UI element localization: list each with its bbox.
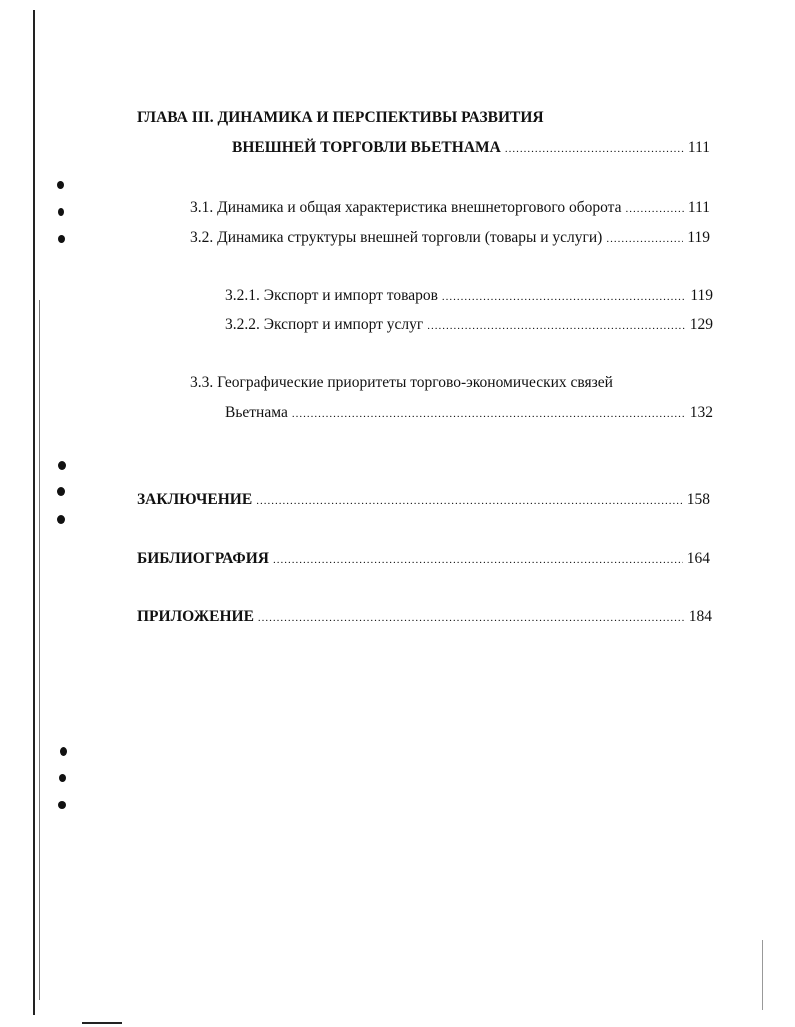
toc-entry-conclusion[interactable] xyxy=(137,490,710,511)
page-number: 111 xyxy=(687,199,710,216)
page-number: 158 xyxy=(686,491,710,508)
leader-dots xyxy=(606,229,683,249)
scan-speck xyxy=(57,181,64,189)
scan-margin-line xyxy=(33,10,35,1015)
toc-entry-bibliography[interactable] xyxy=(137,549,710,570)
scan-bottom-line xyxy=(82,1022,122,1024)
entry-label: 3.3. Географические приоритеты торгово-экономических связей xyxy=(190,374,613,391)
entry-label: Вьетнама xyxy=(225,404,288,421)
toc-entry-3-2-2[interactable] xyxy=(225,315,713,336)
entry-label: 3.2.1. Экспорт и импорт товаров xyxy=(225,287,438,304)
scan-speck xyxy=(59,774,66,782)
page-number: 164 xyxy=(686,550,710,567)
scan-right-line xyxy=(762,940,763,1010)
scan-speck xyxy=(57,515,65,524)
leader-dots xyxy=(442,287,686,307)
entry-label: 3.2.2. Экспорт и импорт услуг xyxy=(225,316,424,333)
scan-speck xyxy=(58,801,66,809)
scan-speck xyxy=(58,235,65,243)
scan-speck xyxy=(58,208,64,216)
toc-entry-3-3-line1[interactable] xyxy=(190,373,613,393)
leader-dots xyxy=(427,316,686,336)
toc-entry-3-3[interactable] xyxy=(225,403,713,424)
toc-entry-3-1[interactable] xyxy=(190,198,710,219)
scan-speck xyxy=(57,487,65,496)
entry-label: ЗАКЛЮЧЕНИЕ xyxy=(137,491,253,508)
leader-dots xyxy=(626,199,684,219)
toc-entry-3-2[interactable] xyxy=(190,228,710,249)
entry-label: 3.2. Динамика структуры внешней торговли (товары и услуги) xyxy=(190,229,603,246)
leader-dots xyxy=(258,608,685,628)
page-number: 119 xyxy=(687,229,710,246)
chapter-3-title-line2: ВНЕШНЕЙ ТОРГОВЛИ ВЬЕТНАМА xyxy=(232,139,501,156)
toc-entry-appendix[interactable] xyxy=(137,607,712,628)
entry-label: 3.1. Динамика и общая характеристика внешнеторгового оборота xyxy=(190,199,622,216)
page-number: 184 xyxy=(688,608,712,625)
leader-dots xyxy=(505,139,684,159)
entry-label: ПРИЛОЖЕНИЕ xyxy=(137,608,254,625)
page-number: 119 xyxy=(690,287,713,304)
leader-dots xyxy=(273,550,683,570)
chapter-3-title-line1: ГЛАВА III. ДИНАМИКА И ПЕРСПЕКТИВЫ РАЗВИТИЯ xyxy=(137,109,544,126)
entry-label: БИБЛИОГРАФИЯ xyxy=(137,550,269,567)
page-number: 111 xyxy=(687,139,710,156)
scan-margin-line-thin xyxy=(39,300,40,1000)
leader-dots xyxy=(256,491,683,511)
leader-dots xyxy=(292,404,686,424)
scan-speck xyxy=(60,747,67,756)
page-number: 129 xyxy=(689,316,713,333)
scan-speck xyxy=(58,461,66,470)
page-number: 132 xyxy=(689,404,713,421)
toc-entry-chapter-3[interactable] xyxy=(232,138,710,159)
toc-entry-3-2-1[interactable] xyxy=(225,286,713,307)
